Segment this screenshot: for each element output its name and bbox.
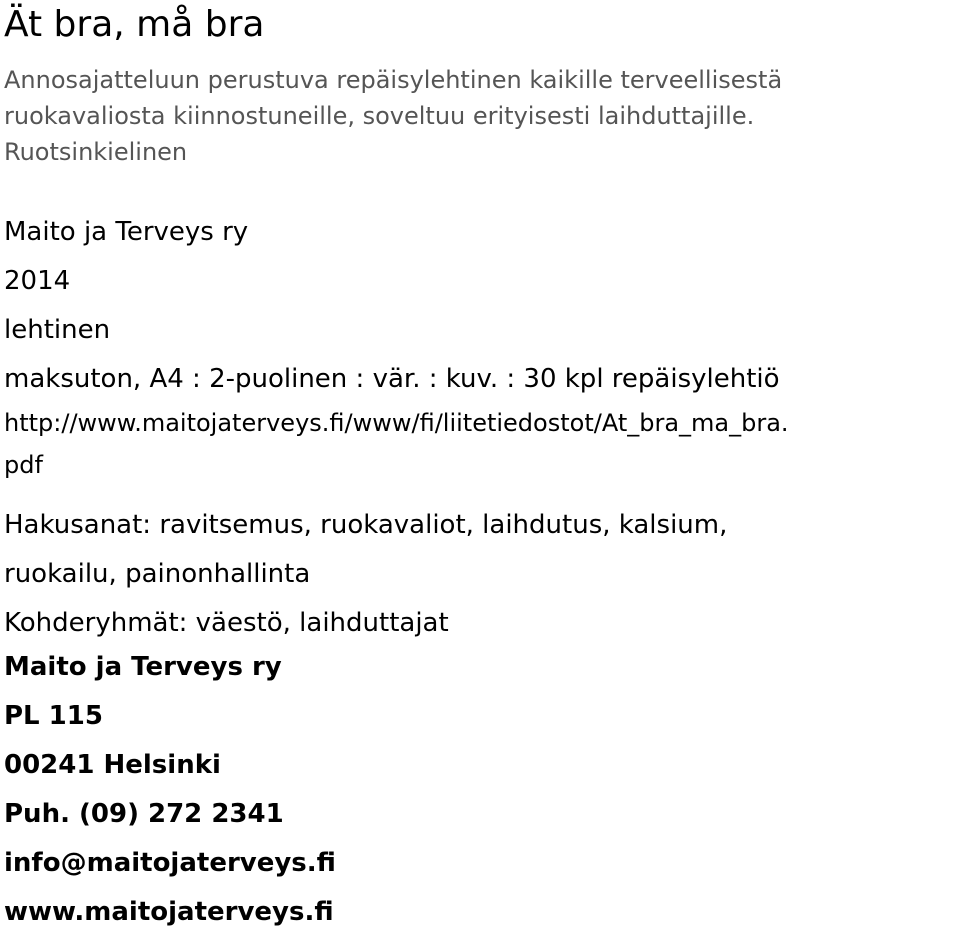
publication-meta (4, 208, 789, 497)
keywords-line: Hakusanat: ravitsemus, ruokavaliot, laihdutus, kalsium, (4, 510, 728, 540)
contact-po-box: PL 115 (4, 701, 103, 731)
description (4, 62, 782, 170)
contact-info (4, 643, 336, 937)
publication-format: maksuton, A4 : 2-puolinen : vär. : kuv. : 30 kpl repäisylehtiö (4, 364, 780, 394)
contact-website[interactable]: www.maitojaterveys.fi (4, 897, 334, 927)
page-title: Ät bra, må bra (4, 4, 265, 45)
document-url-continued[interactable]: pdf (4, 451, 43, 479)
contact-email[interactable]: info@maitojaterveys.fi (4, 848, 336, 878)
publication-type: lehtinen (4, 315, 111, 345)
document-url[interactable]: http://www.maitojaterveys.fi/www/fi/liitetiedostot/At_bra_ma_bra. (4, 409, 789, 437)
publisher: Maito ja Terveys ry (4, 217, 249, 247)
keywords-line: ruokailu, painonhallinta (4, 559, 311, 589)
publication-year: 2014 (4, 266, 71, 296)
description-line: ruokavaliosta kiinnostuneille, soveltuu erityisesti laihduttajille. (4, 102, 755, 130)
contact-organization: Maito ja Terveys ry (4, 652, 282, 682)
keywords-section (4, 501, 727, 648)
contact-phone: Puh. (09) 272 2341 (4, 799, 284, 829)
description-line: Annosajatteluun perustuva repäisylehtinen kaikille terveellisestä (4, 66, 783, 94)
language-note: Ruotsinkielinen (4, 138, 188, 166)
target-groups: Kohderyhmät: väestö, laihduttajat (4, 608, 449, 638)
contact-city: 00241 Helsinki (4, 750, 221, 780)
